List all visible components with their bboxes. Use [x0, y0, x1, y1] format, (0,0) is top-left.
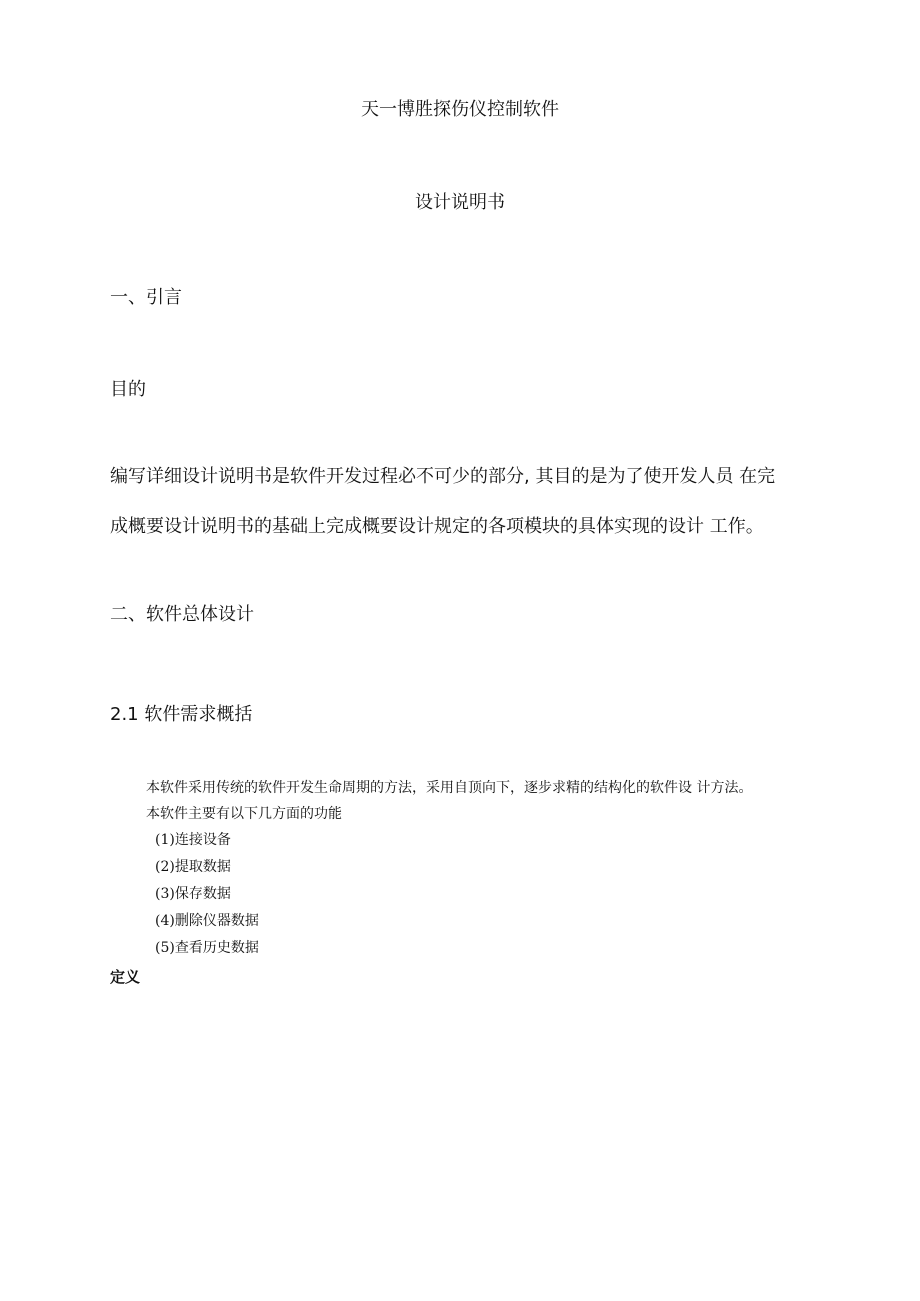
section-heading-requirements: 2.1 软件需求概括: [110, 704, 253, 725]
section-heading-introduction: 一、引言: [110, 287, 182, 308]
purpose-paragraph-line: 编写详细设计说明书是软件开发过程必不可少的部分, 其目的是为了使开发人员 在完: [110, 466, 776, 487]
function-list-item: (2)提取数据: [155, 859, 231, 875]
section-heading-definition: 定义: [110, 968, 141, 986]
function-list-item: (5)查看历史数据: [155, 940, 259, 956]
purpose-paragraph: [110, 452, 822, 552]
document-subtitle: 设计说明书: [415, 192, 505, 213]
requirements-text-line: 本软件主要有以下几方面的功能: [146, 806, 342, 822]
function-list-item: (4)删除仪器数据: [155, 913, 259, 929]
purpose-paragraph-line: 成概要设计说明书的基础上完成概要设计规定的各项模块的具体实现的设计 工作。: [110, 516, 764, 537]
requirements-text-line: 本软件采用传统的软件开发生命周期的方法，采用自顶向下，逐步求精的结构化的软件设 计方法。: [146, 780, 753, 796]
function-list-item: (3)保存数据: [155, 886, 231, 902]
function-list-item: (1)连接设备: [155, 832, 231, 848]
document-title: 天一博胜探伤仪控制软件: [361, 99, 559, 120]
function-list: [155, 830, 259, 965]
section-heading-overall-design: 二、软件总体设计: [110, 604, 254, 625]
section-heading-purpose: 目的: [110, 379, 146, 400]
